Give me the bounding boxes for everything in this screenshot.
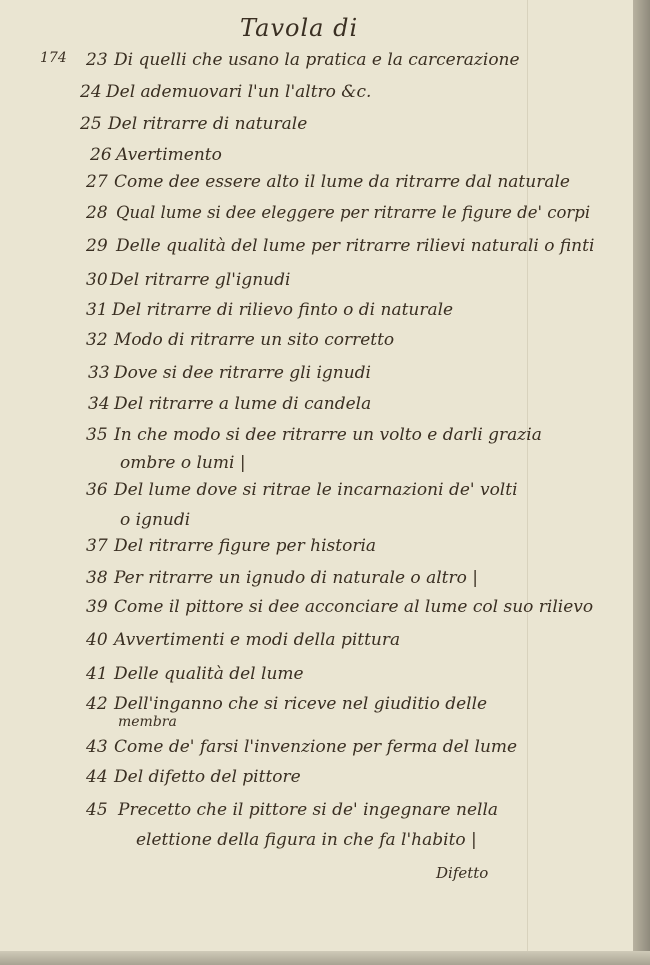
index-entry <box>0 425 620 485</box>
index-entry <box>0 630 620 660</box>
folio-number: 174 <box>40 50 67 66</box>
entry-number: 43 <box>86 737 108 757</box>
entry-continuation: ombre o lumi | <box>120 453 246 473</box>
entry-text: Come il pittore si dee acconciare al lume col suo rilievo <box>114 597 594 617</box>
entry-number: 25 <box>80 114 102 134</box>
entry-text: Come dee essere alto il lume da ritrarre dal naturale <box>114 172 570 192</box>
entry-number: 26 <box>90 145 112 165</box>
entry-text: Delle qualità del lume per ritrarre rilievi naturali o finti <box>116 236 595 256</box>
entry-text: Del ritrarre di naturale <box>108 114 308 134</box>
catchword: Difetto <box>436 864 489 882</box>
entry-number: 31 <box>86 300 108 320</box>
entry-text: Precetto che il pittore si de' ingegnare nella <box>118 800 499 820</box>
index-entry <box>0 145 620 175</box>
entry-number: 32 <box>86 330 108 350</box>
entry-text: Del ritrarre figure per historia <box>114 536 377 556</box>
index-entry <box>0 330 620 360</box>
index-entry <box>0 664 620 694</box>
entry-number: 35 <box>86 425 108 445</box>
page-bottom-edge <box>0 951 650 965</box>
entry-text: Avertimento <box>116 145 222 165</box>
index-entry <box>0 536 620 566</box>
entry-continuation: o ignudi <box>120 510 191 530</box>
entry-number: 42 <box>86 694 108 714</box>
entry-text: Dove si dee ritrarre gli ignudi <box>114 363 371 383</box>
entry-text: Del ritrarre di rilievo finto o di naturale <box>112 300 454 320</box>
entry-text: Modo di ritrarre un sito corretto <box>114 330 395 350</box>
entry-continuation: elettione della figura in che fa l'habito | <box>136 830 477 850</box>
entry-number: 36 <box>86 480 108 500</box>
index-entry <box>0 203 620 233</box>
entry-number: 24 <box>80 82 102 102</box>
index-entry <box>0 114 620 144</box>
index-entry <box>0 480 620 540</box>
entry-number: 23 <box>86 50 108 70</box>
index-entry <box>0 300 620 330</box>
index-entry <box>0 394 620 424</box>
entry-number: 38 <box>86 568 108 588</box>
entry-text: Del ritrarre gl'ignudi <box>110 270 291 290</box>
entry-number: 39 <box>86 597 108 617</box>
entry-number: 45 <box>86 800 108 820</box>
entry-text: Per ritrarre un ignudo di naturale o altro | <box>114 568 478 588</box>
entry-text: Come de' farsi l'invenzione per ferma del lume <box>114 737 518 757</box>
entry-text: Del difetto del pittore <box>114 767 301 787</box>
entry-text: Del ritrarre a lume di candela <box>114 394 372 414</box>
entry-number: 44 <box>86 767 108 787</box>
entry-continuation: membra <box>118 714 177 730</box>
index-entry <box>0 737 620 767</box>
entry-number: 37 <box>86 536 108 556</box>
entry-text: Qual lume si dee eleggere per ritrarre le figure de' corpi <box>116 203 591 222</box>
index-entry <box>0 82 620 112</box>
page-edge-shadow <box>633 0 650 965</box>
entry-number: 33 <box>88 363 110 383</box>
entry-number: 40 <box>86 630 108 650</box>
entry-number: 29 <box>86 236 108 256</box>
entry-text: Del lume dove si ritrae le incarnazioni de' volti <box>114 480 518 500</box>
entry-number: 41 <box>86 664 108 684</box>
index-entry <box>0 767 620 797</box>
page-title: Tavola di <box>240 14 359 42</box>
entry-text: In che modo si dee ritrarre un volto e darli grazia <box>114 425 542 445</box>
entry-number: 34 <box>88 394 110 414</box>
entry-text: Dell'inganno che si riceve nel giuditio delle <box>114 694 488 714</box>
entry-number: 28 <box>86 203 108 223</box>
index-entry <box>0 363 620 393</box>
index-entry <box>0 568 620 598</box>
index-entry <box>0 597 620 627</box>
index-entry <box>0 270 620 300</box>
index-entry <box>0 236 620 266</box>
entry-number: 27 <box>86 172 108 192</box>
index-entry <box>0 172 620 202</box>
index-entry <box>0 50 620 80</box>
entry-text: Avvertimenti e modi della pittura <box>114 630 401 650</box>
entry-text: Del ademuovari l'un l'altro &c. <box>106 82 372 102</box>
index-entry <box>0 694 620 742</box>
entry-text: Di quelli che usano la pratica e la carcerazione <box>114 50 520 70</box>
index-entry <box>0 800 620 860</box>
entry-number: 30 <box>86 270 108 290</box>
entry-text: Delle qualità del lume <box>114 664 304 684</box>
